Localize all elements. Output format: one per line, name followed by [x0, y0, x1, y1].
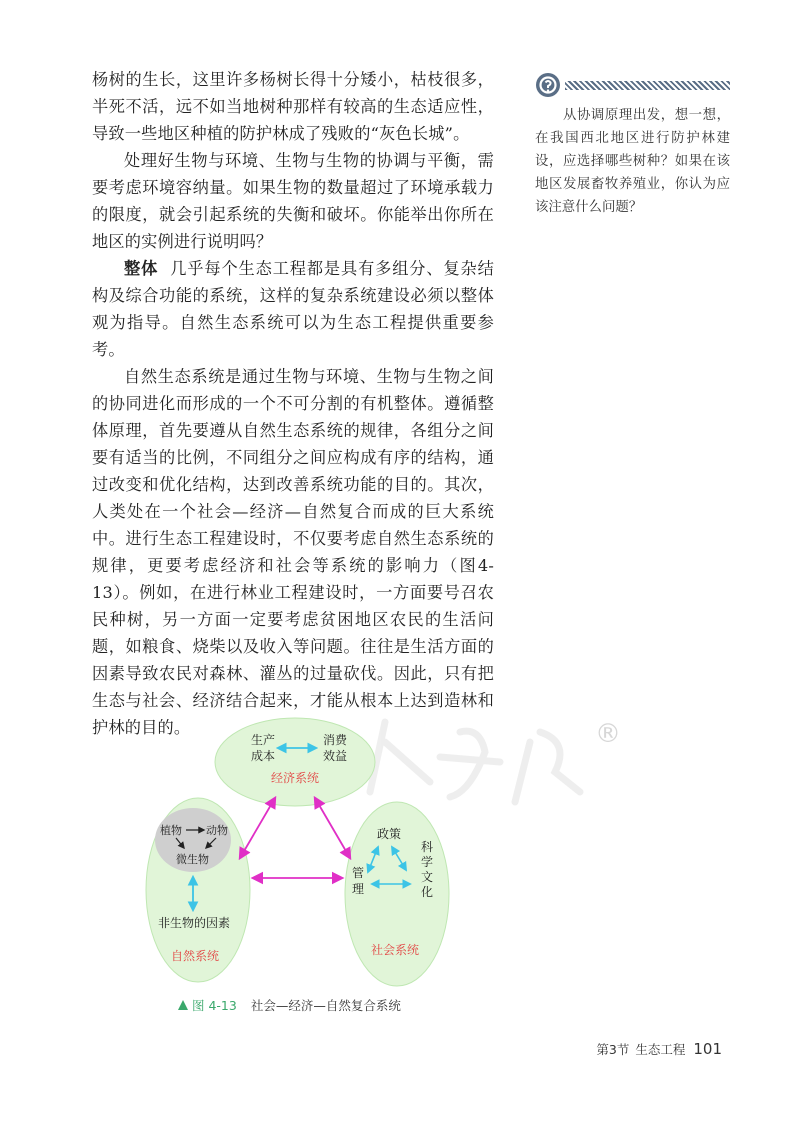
keyword-holism: 整体	[124, 259, 159, 278]
sidebar-text: 从协调原理出发，想一想，在我国西北地区进行防护林建设，应选择哪些树种？如果在该地区发展畜牧养殖业，你认为应该注意什么问题？	[535, 108, 730, 215]
natural-system-label: 自然系统	[171, 949, 220, 963]
caption-triangle-icon	[178, 1000, 188, 1010]
paragraph-1: 杨树的生长，这里许多杨树长得十分矮小，枯枝很多，半死不活，远不如当地树种那样有较高的生态适应性，导致一些地区种植的防护林成了残败的“灰色长城”。	[92, 70, 494, 143]
page-number: 101	[693, 1040, 722, 1058]
publisher-watermark	[370, 722, 580, 802]
think-sidebar	[535, 72, 730, 219]
figure-4-13	[140, 712, 621, 1022]
figure-caption	[178, 996, 401, 1014]
nat-microbe: 微生物	[176, 853, 209, 866]
economic-system-ellipse	[215, 718, 375, 806]
page-footer	[596, 1040, 722, 1058]
economic-social-arrow	[315, 798, 350, 858]
main-text	[92, 66, 494, 741]
think-icon	[535, 72, 561, 98]
paragraph-4: 自然生态系统是通过生物与环境、生物与生物之间的协同进化而形成的一个不可分割的有机整体。遵循整体原理，首先要遵从自然生态系统的规律，各组分之间要有适当的比例，不同组分之间应构成有序的结构，通过改变和优化结构，达到改善系统功能的目的。其次，人类处在一个社会—经济—自然复合而成的巨大系统中。进行生态工程建设时，不仅要考虑自然生态系统的规律，更要考虑经济和社会等系统的影响力（图4-13）。例如，在进行林业工程建设时，一方面要号召农民种树，另一方面一定要考虑贫困地区农民的生活问题，如粮食、烧柴以及收入等问题。往往是生活方面的因素导致农民对森林、灌丛的过量砍伐。因此，只有把生态与社会、经济结合起来，才能从根本上达到造林和护林的目的。	[92, 367, 494, 737]
nat-plant: 植物	[160, 824, 182, 837]
soc-culture-4: 化	[421, 885, 434, 899]
econ-benefit: 效益	[323, 749, 348, 763]
caption-title: 社会—经济—自然复合系统	[250, 998, 401, 1013]
nat-animal: 动物	[206, 824, 228, 837]
soc-culture-2: 学	[421, 855, 434, 869]
sidebar-header	[535, 72, 730, 98]
paragraph-3	[92, 255, 494, 363]
soc-culture-1: 科	[421, 840, 434, 854]
econ-production: 生产	[251, 733, 276, 747]
soc-management-1: 管	[352, 866, 365, 880]
econ-consumption: 消费	[323, 733, 348, 747]
soc-management-2: 理	[352, 882, 365, 896]
sidebar-hatch-bar	[565, 81, 730, 90]
soc-culture-3: 文	[421, 870, 434, 884]
footer-chapter: 生态工程	[635, 1042, 686, 1057]
paragraph-2: 处理好生物与环境、生物与生物的协调与平衡，需要考虑环境容纳量。如果生物的数量超过了环境承载力的限度，就会引起系统的失衡和破坏。你能举出你所在地区的实例进行说明吗？	[92, 151, 494, 251]
footer-section: 第3节	[596, 1042, 630, 1057]
watermark-registered-mark: ®	[595, 719, 621, 749]
soc-policy: 政策	[377, 827, 402, 841]
economic-system-label: 经济系统	[271, 771, 320, 785]
caption-number: 图 4-13	[192, 998, 237, 1013]
economic-natural-arrow	[240, 798, 275, 858]
nat-abiotic: 非生物的因素	[158, 916, 231, 930]
econ-cost: 成本	[251, 749, 276, 763]
paragraph-3-text: 几乎每个生态工程都是具有多组分、复杂结构及综合功能的系统，这样的复杂系统建设必须以整体观为指导。自然生态系统可以为生态工程提供重要参考。	[92, 259, 494, 359]
figure-diagram	[140, 712, 621, 1022]
social-system-label: 社会系统	[371, 943, 420, 957]
